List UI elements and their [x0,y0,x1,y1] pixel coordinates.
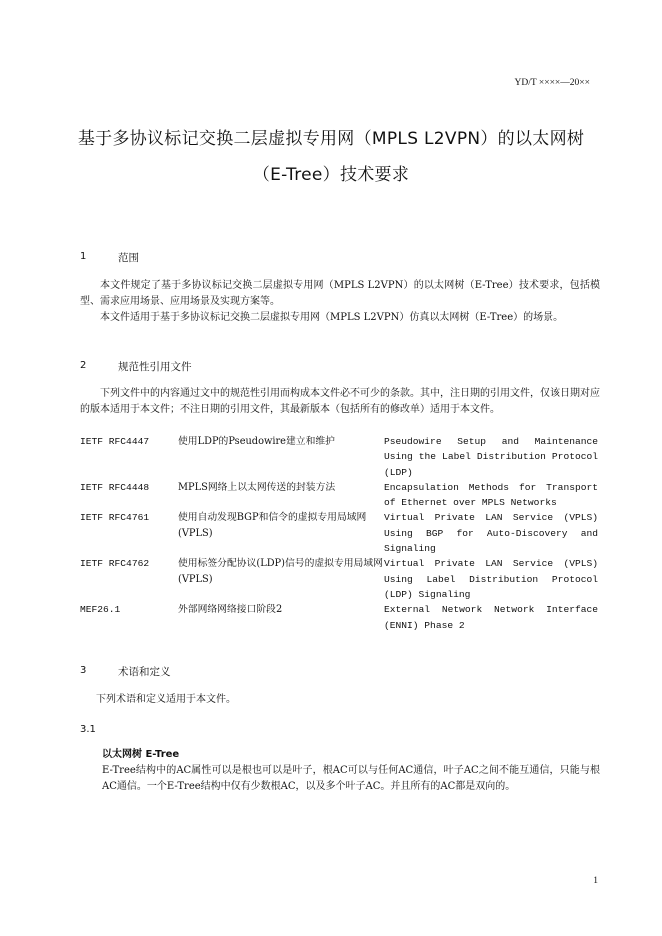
reference-id: IETF RFC4448 [80,481,150,493]
section-2-title: 规范性引用文件 [118,361,192,373]
reference-id: IETF RFC4762 [80,558,150,570]
document-code: YD/T ××××—20×× [514,78,590,88]
section-1-paragraph: 本文件规定了基于多协议标记交换二层虚拟专用网（MPLS L2VPN）的以太网树（E-Tree）技术要求，包括模型、需求应用场景、应用场景及实现方案等。 [80,280,600,307]
reference-id: IETF RFC4447 [80,436,150,447]
section-3-intro-text: 下列术语和定义适用于本文件。 [96,694,236,705]
section-1-body [80,278,600,326]
reference-row [80,434,598,480]
reference-title-cn: MPLS网络上以太网传送的封装方法 [178,481,336,493]
reference-title-en: Virtual Private LAN Service (VPLS) Using Label Distribution Protocol (LDP) Signaling [384,558,598,600]
section-1-title: 范围 [118,252,139,264]
document-title-line-1: 基于多协议标记交换二层虚拟专用网（MPLS L2VPN）的以太网树 [77,129,585,149]
page-number: 1 [593,876,598,886]
section-1-paragraph: 本文件适用于基于多协议标记交换二层虚拟专用网（MPLS L2VPN）仿真以太网树（E-Tree）的场景。 [100,312,564,323]
reference-title-cn: 使用自动发现BGP和信令的虚拟专用局域网(VPLS) [178,512,367,539]
reference-row [80,510,598,556]
reference-title-en: External Network Network Interface (ENNI) Phase 2 [384,604,598,631]
term-number: 3.1 [80,724,96,735]
section-3-title: 术语和定义 [118,666,171,678]
reference-title-en: Pseudowire Setup and Maintenance Using the Label Distribution Protocol (LDP) [384,436,598,478]
term-definition: E-Tree结构中的AC属性可以是根也可以是叶子，根AC可以与任何AC通信，叶子AC之间不能互通信，只能与根AC通信。一个E-Tree结构中仅有少数根AC，以及多个叶子AC。并且所有的AC都是双向的。 [102,765,600,792]
reference-title-en: Encapsulation Methods for Transport of Ethernet over MPLS Networks [384,481,598,509]
term-heading: 以太网树 E-Tree [102,749,180,760]
document-title-line-2: （E-Tree）技术要求 [252,165,410,185]
reference-row [80,556,598,602]
reference-title-cn: 使用LDP的Pseudowire建立和维护 [178,436,335,447]
section-2-intro-text: 下列文件中的内容通过文中的规范性引用而构成本文件必不可少的条款。其中，注日期的引用文件，仅该日期对应的版本适用于本文件；不注日期的引用文件，其最新版本（包括所有的修改单）适用于本文件。 [80,388,600,415]
reference-id: MEF26.1 [80,604,121,616]
reference-row [80,480,598,511]
reference-title-cn: 使用标签分配协议(LDP)信号的虚拟专用局域网(VPLS) [178,558,383,585]
reference-title-cn: 外部网络网络接口阶段2 [178,604,283,616]
section-2-number: 2 [80,360,87,371]
normative-references-table [80,434,598,633]
reference-row [80,602,598,633]
section-1-number: 1 [80,251,87,262]
section-3-number: 3 [80,665,87,676]
section-3-intro [96,692,616,708]
section-2-intro [80,386,600,418]
reference-id: IETF RFC4761 [80,512,150,524]
reference-title-en: Virtual Private LAN Service (VPLS) Using BGP for Auto-Discovery and Signaling [384,512,598,555]
